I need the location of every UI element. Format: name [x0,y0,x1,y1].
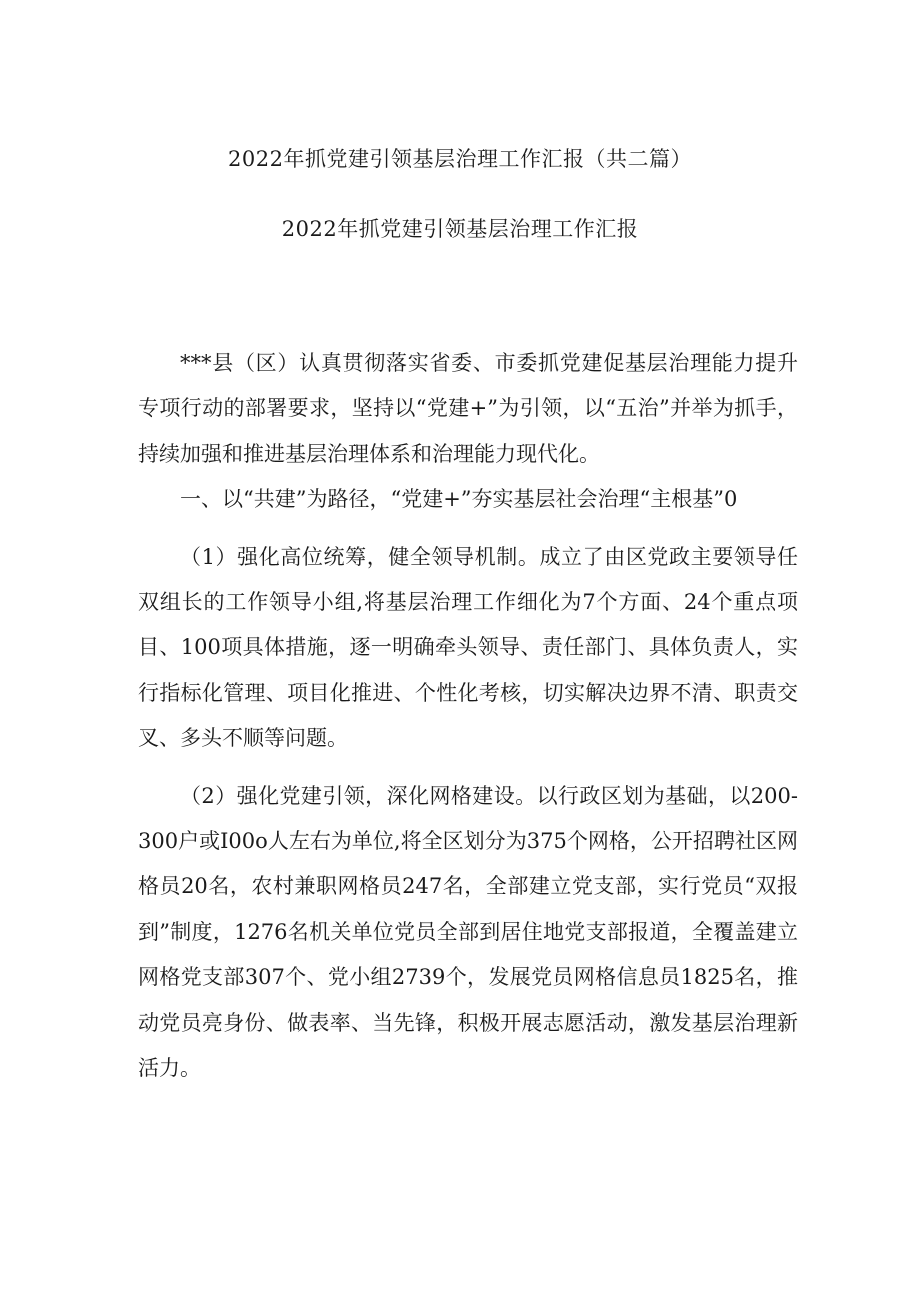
body-paragraph-2: （2）强化党建引领，深化网格建设。以行政区划为基础，以200-300户或I00o人左右为单位,将全区划分为375个网格，公开招聘社区网格员20名，农村兼职网格员247名，全部建立党支部，实行党员“双报到”制度，1276名机关单位党员全部到居住地党支部报道，全覆盖建立网格党支部307个、党小组2739个，发展党员网格信息员1825名，推动党员亮身份、做表率、当先锋，积极开展志愿活动，激发基层治理新活力。 [138,783,798,1081]
document-body [138,341,798,1092]
section-heading-1: 一、以“共建”为路径，“党建+”夯实基层社会治理“主根基”0 [180,487,738,512]
document-subtitle: 2022年抓党建引领基层治理工作汇报 [281,217,639,241]
document-title: 2022年抓党建引领基层治理工作汇报（共二篇） [228,147,692,171]
body-paragraph-1: （1）强化高位统筹，健全领导机制。成立了由区党政主要领导任双组长的工作领导小组,将基层治理工作细化为7个方面、24个重点项目、100项具体措施，逐一明确牵头领导、责任部门、具体负责人，实行指标化管理、项目化推进、个性化考核，切实解决边界不清、职责交叉、多头不顺等问题。 [138,544,798,751]
intro-paragraph: ***县（区）认真贯彻落实省委、市委抓党建促基层治理能力提升专项行动的部署要求，坚持以“党建+”为引领，以“五治”并举为抓手，持续加强和推进基层治理体系和治理能力现代化。 [138,351,798,466]
